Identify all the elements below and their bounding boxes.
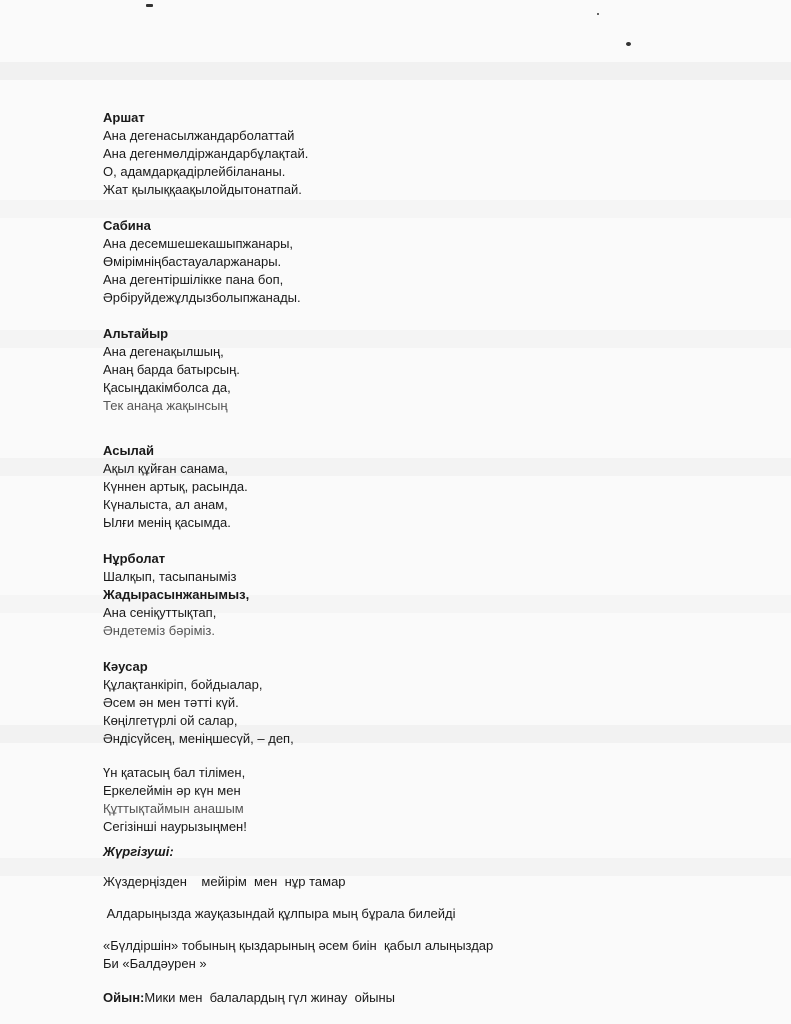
verse-block — [103, 550, 249, 640]
verse-line: Анаң барда батырсың. — [103, 362, 240, 377]
verse-line: Ылғи менің қасымда. — [103, 515, 231, 530]
verse-line: Жадырасынжанымыз, — [103, 587, 250, 602]
verse-line: Ана десемшешекашыпжанары, — [103, 236, 294, 251]
verse-line: Көңілгетүрлі ой салар, — [103, 713, 238, 728]
verse-block — [103, 325, 240, 415]
scan-artifact — [0, 200, 791, 218]
scan-speck — [597, 13, 599, 15]
verse-line: Ана дегенмөлдіржандарбұлақтай. — [103, 146, 309, 161]
speaker-name: Асылай — [103, 443, 155, 458]
game-text: Мики мен балалардың гүл жинау ойыны — [144, 990, 396, 1005]
verse-line: Құлақтанкіріп, бойдыалар, — [103, 677, 263, 692]
game-line — [103, 989, 395, 1007]
presenter-label: Жүргізуші: — [103, 844, 174, 859]
verse-line: Шалқып, тасыпаныміз — [103, 569, 237, 584]
verse-line: Сегізінші наурызыңмен! — [103, 819, 247, 834]
verse-block — [103, 109, 308, 199]
verse-line: Ана сеніқуттықтап, — [103, 605, 217, 620]
verse-block — [103, 764, 247, 836]
verse-line: Ақыл құйған санама, — [103, 461, 229, 476]
verse-line: Әндісүйсең, меніңшесүй, – деп, — [103, 731, 294, 746]
verse-line: Ана дегенасылжандарболаттай — [103, 128, 295, 143]
verse-line: Үн қатасың бал тілімен, — [103, 765, 246, 780]
verse-line: Әндетеміз бәріміз. — [103, 623, 215, 638]
verse-line: Әрбіруйдежұлдызболыпжанады. — [103, 290, 301, 305]
speaker-name: Нұрболат — [103, 551, 166, 566]
presenter-line: Жүздерңізден мейірім мен нұр тамар — [103, 874, 346, 889]
presenter-line: Алдарыңызда жауқазындай құлпыра мың бұрала билейді — [103, 906, 456, 921]
verse-line: Күналыста, ал анам, — [103, 497, 228, 512]
verse-block — [103, 658, 294, 748]
verse-block — [103, 442, 248, 532]
speaker-name: Сабина — [103, 218, 151, 233]
scan-speck — [626, 42, 631, 46]
speaker-name: Кәусар — [103, 659, 148, 674]
verse-line: Ана дегенақылшың, — [103, 344, 224, 359]
verse-line: О, адамдарқадірлейбілананы. — [103, 164, 286, 179]
verse-line: Өмірімніңбастауаларжанары. — [103, 254, 282, 269]
speaker-name: Аршат — [103, 110, 145, 125]
verse-block — [103, 217, 301, 307]
speaker-name: Альтайыр — [103, 326, 169, 341]
scan-speck — [146, 4, 153, 7]
presenter-line: Би «Балдәурен » — [103, 956, 207, 971]
verse-line: Ана дегентіршілікке пана боп, — [103, 272, 284, 287]
verse-line: Құттықтаймын анашым — [103, 801, 244, 816]
scan-artifact — [0, 62, 791, 80]
verse-line: Жат қылыққаақылойдытонатпай. — [103, 182, 302, 197]
presenter-line: «Бүлдіршін» тобының қыздарының әсем биін қабыл алыңыздар — [103, 938, 494, 953]
verse-line: Әсем ән мен тәтті күй. — [103, 695, 239, 710]
verse-line: Қасыңдакімболса да, — [103, 380, 231, 395]
game-label: Ойын: — [103, 990, 145, 1005]
verse-line: Күннен артық, расында. — [103, 479, 248, 494]
verse-line: Еркелеймін әр күн мен — [103, 783, 241, 798]
verse-line: Тек анаңа жақынсың — [103, 398, 228, 413]
